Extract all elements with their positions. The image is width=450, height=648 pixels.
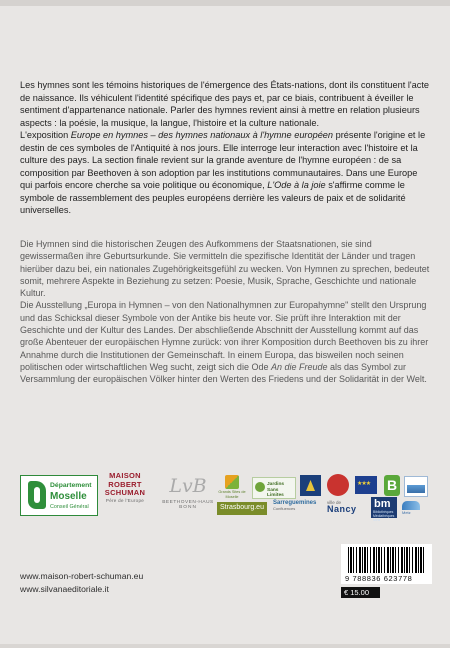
mrs-line3: SCHUMAN	[104, 488, 146, 497]
bottom-edge	[0, 644, 450, 648]
beethoven-monogram-icon: LvB	[169, 475, 207, 497]
grands-sites-logo	[217, 475, 247, 503]
strasbourg-logo	[217, 502, 267, 515]
nancy-logo	[327, 500, 365, 518]
metz-partner-label: Metz	[402, 510, 411, 515]
beethoven-logo-line1: BEETHOVEN-HAUS	[162, 500, 214, 505]
mrs-subtitle: Père de l'Europe	[105, 497, 145, 503]
mrs-line2: ROBERT	[108, 479, 142, 489]
partner-logo-red-circle-icon	[327, 474, 349, 496]
moselle-shape-icon	[28, 481, 46, 509]
bm-logo	[371, 497, 397, 522]
isbn-barcode	[341, 544, 432, 584]
beethoven-logo-line2: BONN	[179, 505, 197, 510]
french-p2-body: présente l'origine et le destin de ces symboles de l'Antiquité à nos jours. Elle interroge leur interaction avec l'histoire et la culture des pays. La section finale revient sur la grande aventure de l'hymne européen : de sa composition par Beethoven à son adoption par les institutions communautaires. Dans une Europe qui parfois encore cherche sa voie politique ou économique,	[20, 130, 426, 190]
mrs-line1: MAISON	[109, 471, 141, 480]
sarreguemines-logo	[273, 500, 325, 516]
grands-sites-label: Grands Sites de Moselle	[218, 490, 246, 499]
metz-partner-logo	[402, 500, 424, 517]
nancy-prefix: ville de	[327, 500, 342, 505]
eu-flag-icon	[355, 476, 377, 494]
jardins-icon	[255, 482, 265, 492]
jardins-label: Jardins Sans Limites	[267, 482, 285, 498]
german-paragraph-1: Die Hymnen sind die historischen Zeugen des Aufkommens der Staatsnationen, sie sind gewissermaßen ihre Geburtsurkunde. Sie vermitteln die spezifische Identität der Länder und tragen hierüber dazu bei, ein nationales Zugehörigkeitsgefühl zu wecken. Von Hymnen zu sprechen, bedeutet somit, mehrere Aspekte in Beziehung zu setzen: Poesie, Musik, Sprache, Geschichte und nationale Kultur.	[20, 239, 430, 299]
partner-logo-green-b-icon	[384, 475, 400, 496]
german-p2-body: Die Ausstellung „Europa in Hymnen – von den Nationalhymnen zur Europahymne" stellt den Ursprung und das Schicksal dieser Symbole von der Antike bis heute vor. Sie prüft ihre Interaktion mit der Geschichte und der Kultur des Landes. Der abschließende Abschnitt der Ausstellung kommt auf das große Abenteuer der europäischen Hymne zurück: von ihrer Komposition durch Beethoven bis zu ihrer Annahme durch die Institutionen der Gemeinschaft. In einem Europa, das bisweilen noch seinen politischen oder wirtschaftlichen Weg sucht, zeigt sich die Ode	[20, 300, 429, 372]
top-edge	[0, 0, 450, 6]
french-text-block	[20, 79, 432, 217]
sarreguemines-sub: Confluences	[273, 506, 296, 511]
isbn-number: 9 788836 623778	[345, 574, 413, 583]
german-text-block	[20, 238, 432, 386]
moselle-logo	[20, 475, 98, 516]
beethoven-haus-logo	[158, 474, 218, 524]
barcode-bars-icon	[348, 547, 426, 573]
partner-logo-blue-icon	[300, 475, 321, 496]
french-paragraph-1: Les hymnes sont les témoins historiques de l'émergence des États-nations, dont ils constituent l'acte de naissance. Ils véhiculent l'identité spécifique des pays et, par ce biais, contribuent à éveiller le sentiment d'appartenance nationale. Parler des hymnes revient ainsi à mettre en relation plusieurs aspects : la poésie, la musique, la langue, l'histoire et la culture nationale.	[20, 80, 429, 128]
french-p2-intro: L'exposition	[20, 130, 71, 140]
moselle-logo-line3: Conseil Général	[50, 504, 89, 510]
bm-sub: Bibliothèques Médiathèques Metz	[373, 510, 395, 522]
website-link-2[interactable]: www.silvanaeditoriale.it	[20, 584, 109, 594]
jardins-logo	[252, 477, 296, 499]
partner-logo-landscape-icon	[404, 476, 428, 497]
french-ode-title: L'Ode à la joie	[267, 180, 326, 190]
nancy-label: Nancy	[327, 504, 357, 514]
moselle-logo-line2: Moselle	[50, 491, 87, 502]
french-paragraph-2	[20, 129, 432, 217]
moselle-logo-line1: Département	[50, 482, 92, 489]
french-exhibition-title: Europe en hymnes – des hymnes nationaux à l'hymne européen	[70, 130, 334, 140]
german-ode-title: An die Freude	[270, 361, 328, 372]
sarreguemines-label: Sarreguemines	[273, 500, 317, 506]
grands-sites-icon	[225, 475, 239, 489]
price-label: € 15.00	[341, 587, 380, 598]
german-paragraph-2	[20, 299, 432, 385]
website-link-1[interactable]: www.maison-robert-schuman.eu	[20, 571, 144, 581]
german-p2-end: als das Symbol zur Versammlung der europäischen Völker hinter den Werten des Friedens und der Solidarität in der Welt.	[20, 361, 427, 385]
french-p2-end: s'affirme comme le symbole de rassemblement des peuples européens derrière les valeurs de paix et de solidarité universelles.	[20, 180, 406, 215]
metz-partner-icon	[402, 501, 420, 510]
strasbourg-label: Strasbourg.eu	[220, 504, 264, 511]
bm-label: bm	[374, 498, 391, 510]
maison-robert-schuman-logo	[103, 472, 147, 518]
